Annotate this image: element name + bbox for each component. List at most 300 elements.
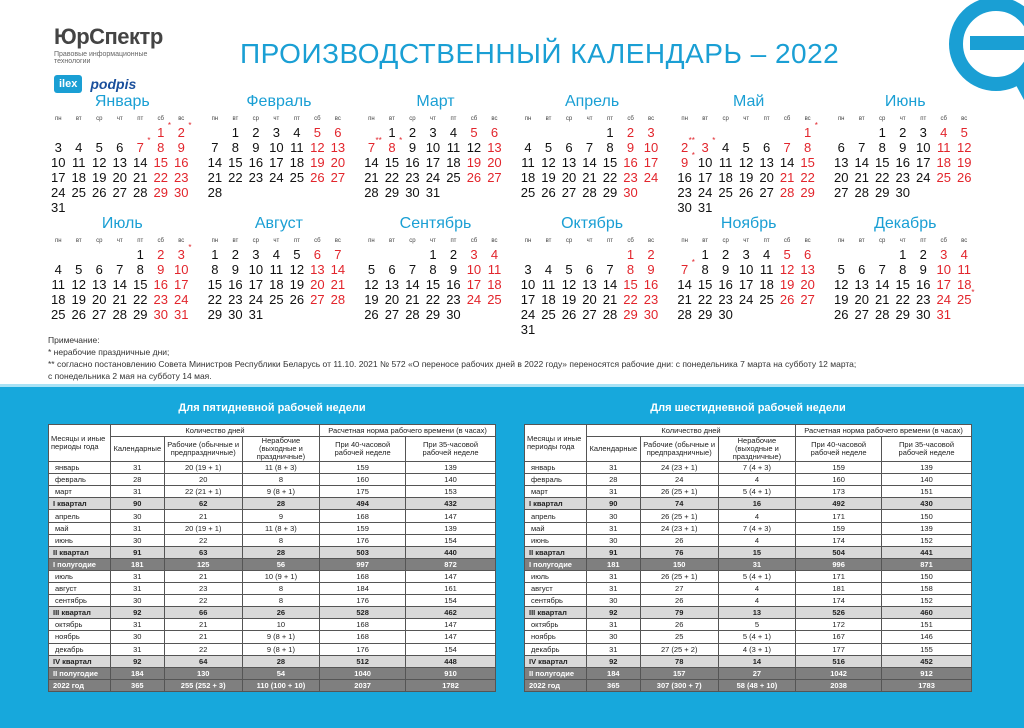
day-cell: 17 [174,277,189,292]
period-cell: II квартал [525,546,587,558]
header-working: Рабочие (обычные и предпраздничные) [164,437,242,462]
value-cell: 872 [406,558,496,570]
day-cell: 6 [95,262,103,277]
period-cell: сентябрь [525,595,587,607]
day-cell: 21 [779,170,795,185]
period-cell: октябрь [525,619,587,631]
day-cell: 25 [520,185,536,200]
day-cell: 8 [878,140,886,155]
day-cell: 4 [490,247,499,262]
day-cell: 7 [334,247,342,262]
month-days-grid [361,114,514,200]
six-day-table [524,424,972,692]
day-cell: 17 [738,277,754,292]
day-cell: 2 [449,247,458,262]
brand-name: ЮрСпектр [54,24,163,49]
day-cell: 2 [408,125,417,140]
value-cell: 31 [586,486,640,498]
day-cell: 4 [524,140,532,155]
day-empty [872,247,893,262]
day-cell: 3 [647,125,655,140]
day-cell: 5 [293,247,301,262]
period-cell: декабрь [525,643,587,655]
day-cell: 17 [269,155,284,170]
day-cell: 7 [878,262,886,277]
period-cell: II квартал [49,546,111,558]
day-cell: 2 [231,247,239,262]
day-cell: 30 [643,307,659,322]
value-cell: 1783 [882,679,972,691]
value-cell: 4 [718,474,796,486]
holiday-mark: * [188,243,192,252]
weekday-label: пт [763,116,770,122]
day-cell: 20 [92,292,107,307]
day-cell: 11 [936,140,951,155]
day-cell: 26 [956,170,972,185]
day-cell: 14 [133,155,148,170]
day-cell: 5 [960,125,968,140]
header-days-count: Количество дней [586,425,795,437]
day-empty [361,247,382,262]
notes-title: Примечание: [48,335,100,345]
value-cell: 139 [882,522,972,534]
table-row [49,583,496,595]
value-cell: 147 [406,631,496,643]
weekday-label: вс [491,238,498,244]
weekday-label: чт [586,238,593,244]
day-cell: 13 [759,155,774,170]
day-cell: 26 [833,307,849,322]
value-cell: 1040 [320,667,406,679]
value-cell: 184 [110,667,164,679]
value-cell: 27 [640,583,718,595]
day-empty [579,125,600,140]
day-cell: 6 [763,140,771,155]
value-cell: 30 [110,534,164,546]
day-cell: 14 [854,155,869,170]
weekday-label: вт [702,238,709,244]
day-cell: 12 [310,140,325,155]
period-cell: февраль [525,474,587,486]
day-empty [89,247,110,262]
day-cell: 4 [763,247,771,262]
day-cell: 17 [425,155,441,170]
day-cell: 26 [738,185,754,200]
day-cell: 1 [606,125,614,140]
day-cell: 3 [524,262,532,277]
day-cell: 15 [874,155,890,170]
day-cell: 20 [384,292,400,307]
day-cell: 19 [310,155,325,170]
day-cell: 5 [544,140,553,155]
value-cell: 147 [406,510,496,522]
month-days-grid [48,114,201,215]
day-cell: 4 [293,125,301,140]
weekday-label: вс [178,238,185,244]
day-cell: 19 [833,292,849,307]
value-cell: 160 [320,474,406,486]
period-cell: III квартал [49,607,111,619]
day-empty [831,247,852,262]
weekday-label: пн [681,238,688,244]
day-cell: 15 [153,155,168,170]
day-cell: 29 [207,307,223,322]
value-cell: 7 (4 + 3) [718,462,796,474]
value-cell: 20 [164,474,242,486]
day-cell: 5 [75,262,83,277]
table-row [525,679,972,691]
day-cell: 27 [582,307,597,322]
day-cell: 28 [779,185,795,200]
value-cell: 63 [164,546,242,558]
day-cell: 23 [248,170,264,185]
value-cell: 31 [110,619,164,631]
podpis-logo: podpis [90,76,137,92]
day-cell: 2 [647,247,655,262]
value-cell: 139 [406,462,496,474]
day-cell: 13 [92,277,107,292]
day-cell: 28 [207,185,223,200]
table-row [49,607,496,619]
day-cell: 10 [269,140,284,155]
table-row [525,498,972,510]
day-cell: 23 [895,170,910,185]
day-cell: 3 [429,125,437,140]
value-cell: 912 [882,667,972,679]
day-cell: 2 ** [681,136,695,155]
day-cell: 16 [248,155,264,170]
weekday-label: ср [252,238,260,244]
day-cell: 30 [228,307,243,322]
value-cell: 150 [882,510,972,522]
weekday-label: сб [940,238,947,244]
day-empty [48,125,69,140]
weekday-label: вт [389,238,395,244]
day-cell: 30 [915,307,931,322]
value-cell: 30 [586,595,640,607]
day-cell: 30 [623,185,638,200]
five-day-block [48,402,496,692]
day-cell: 6 [585,262,594,277]
value-cell: 10 (9 + 1) [242,570,320,582]
day-cell: 30 [718,307,733,322]
weekday-label: вт [545,238,552,244]
month-1 [44,92,201,214]
value-cell: 154 [406,595,496,607]
weekday-label: чт [116,238,123,244]
day-empty [89,125,110,140]
day-cell: 22 [623,292,638,307]
day-cell: 5 [313,125,321,140]
day-cell: 1 [231,125,239,140]
day-cell: 16 [446,277,461,292]
day-cell: 1 * [157,121,171,140]
day-empty [402,247,423,262]
holiday-mark: * [971,288,975,297]
value-cell: 5 (4 + 1) [718,631,796,643]
day-cell: 11 [718,155,733,170]
day-cell: 10 [466,262,482,277]
day-cell: 18 [956,277,972,292]
weekday-label: чт [586,116,593,122]
day-cell: 13 [384,277,400,292]
value-cell: 79 [640,607,718,619]
day-cell: 13 [833,155,849,170]
period-cell: II полугодие [525,667,587,679]
day-cell: 9 [647,262,655,277]
day-cell: 8 [804,140,812,155]
value-cell: 9 [242,510,320,522]
value-cell: 8 [242,595,320,607]
day-cell: 23 [915,292,931,307]
day-cell: 16 [623,155,638,170]
day-cell: 23 [643,292,659,307]
holiday-mark: * [691,258,695,267]
day-cell: 21 [854,170,869,185]
day-cell: 31 [520,322,536,337]
weekday-label: вт [389,116,395,122]
day-cell: 2 [252,125,260,140]
value-cell: 177 [796,643,882,655]
period-cell: июль [525,570,587,582]
value-cell: 28 [242,546,320,558]
value-cell: 154 [406,534,496,546]
day-cell: 19 [466,155,482,170]
value-cell: 176 [320,595,406,607]
day-cell: 29 [800,185,815,200]
month-days-grid [205,236,358,322]
table-row [525,522,972,534]
day-empty [48,247,69,262]
day-cell: 8 [606,140,614,155]
value-cell: 92 [110,607,164,619]
day-empty [559,247,580,262]
day-cell: 23 [446,292,461,307]
period-cell: III квартал [525,607,587,619]
month-days-grid [48,236,201,322]
day-empty [538,125,559,140]
value-cell: 2037 [320,679,406,691]
value-cell: 31 [586,570,640,582]
header-calendar: Календарные [586,437,640,462]
day-cell: 1 [878,125,886,140]
value-cell: 21 [164,510,242,522]
value-cell: 11 (8 + 3) [242,462,320,474]
value-cell: 432 [406,498,496,510]
value-cell: 15 [718,546,796,558]
weekday-label: вт [545,116,552,122]
day-cell: 14 [405,277,420,292]
value-cell: 174 [796,534,882,546]
day-cell: 24 [466,292,482,307]
value-cell: 150 [882,570,972,582]
weekday-label: пт [293,238,300,244]
day-cell: 28 [405,307,420,322]
value-cell: 78 [640,655,718,667]
day-cell: 9 [252,140,260,155]
day-cell: 9 [157,262,165,277]
month-7 [44,214,201,334]
value-cell: 4 (3 + 1) [718,643,796,655]
months-grid [44,92,984,337]
day-cell: 8 * [388,136,403,155]
day-cell: 10 [915,140,931,155]
day-cell: 2 [919,247,927,262]
day-cell: 27 [92,307,107,322]
weekday-label: чт [116,116,123,122]
month-12 [827,214,984,334]
day-cell: 8 [899,262,907,277]
month-name: Август [254,215,303,232]
day-cell: 27 [384,307,400,322]
day-cell: 23 [623,170,638,185]
table-row [49,546,496,558]
day-cell: 27 [112,185,127,200]
day-empty [110,247,131,262]
weekday-label: чт [273,116,280,122]
day-cell: 27 [310,292,325,307]
value-cell: 147 [406,619,496,631]
value-cell: 8 [242,534,320,546]
day-empty [851,125,872,140]
day-cell: 12 [289,262,305,277]
day-cell: 1 [429,247,437,262]
value-cell: 28 [242,655,320,667]
weekday-label: ср [565,116,573,122]
day-cell: 11 [51,277,65,292]
period-cell: май [49,522,111,534]
holiday-mark: * [188,121,192,130]
day-cell: 5 [565,262,573,277]
value-cell: 22 [164,643,242,655]
header-calendar: Календарные [110,437,164,462]
period-cell: февраль [49,474,111,486]
table-row [49,667,496,679]
page-title: ПРОИЗВОДСТВЕННЫЙ КАЛЕНДАРЬ – 2022 [240,38,840,69]
day-cell: 27 [833,185,849,200]
day-empty [538,247,559,262]
day-cell: 30 [895,185,910,200]
day-cell: 17 [915,155,931,170]
day-cell: 11 [487,262,502,277]
day-cell: 23 [677,185,692,200]
day-cell: 4 [75,140,83,155]
day-cell: 29 [425,307,441,322]
header-nonworking: Нерабочие (выходные и праздничные) [718,437,796,462]
weekday-label: вс [178,116,185,122]
day-cell: 29 [133,307,148,322]
day-cell: 20 [833,170,849,185]
day-cell: 10 [697,155,713,170]
day-cell: 16 [153,277,168,292]
day-cell: 24 [248,292,264,307]
day-cell: 16 [677,170,692,185]
day-cell: 3 [940,247,948,262]
month-days-grid [361,236,514,322]
value-cell: 4 [718,583,796,595]
day-cell: 6 [837,140,845,155]
value-cell: 168 [320,631,406,643]
value-cell: 58 (48 + 10) [718,679,796,691]
value-cell: 66 [164,607,242,619]
day-cell: 8 [626,262,635,277]
value-cell: 146 [882,631,972,643]
day-cell: 16 [228,277,243,292]
day-cell: 18 [520,170,536,185]
day-cell: 12 [833,277,849,292]
value-cell: 28 [110,474,164,486]
value-cell: 16 [718,498,796,510]
value-cell: 181 [110,558,164,570]
period-cell: январь [525,462,587,474]
day-cell: 31 [936,307,951,322]
day-empty [715,125,736,140]
weekday-label: пн [524,238,532,244]
value-cell: 26 (25 + 1) [640,570,718,582]
table-row [49,558,496,570]
day-cell: 30 [446,307,461,322]
value-cell: 181 [796,583,882,595]
table-row [525,607,972,619]
value-cell: 31 [110,643,164,655]
period-cell: август [525,583,587,595]
value-cell: 92 [586,655,640,667]
value-cell: 516 [796,655,882,667]
table-row [49,679,496,691]
period-cell: январь [49,462,111,474]
day-cell: 23 [718,292,733,307]
value-cell: 5 (4 + 1) [718,486,796,498]
day-cell: 11 [446,140,461,155]
value-cell: 504 [796,546,882,558]
weekday-label: вт [75,238,82,244]
day-cell: 28 [112,307,127,322]
value-cell: 171 [796,510,882,522]
day-cell: 25 [759,292,774,307]
day-cell: 5 [470,125,478,140]
weekday-label: сб [314,238,321,244]
month-name: Май [733,93,765,110]
table-row [525,655,972,667]
weekday-label: пт [607,238,614,244]
day-cell: 1 [211,247,219,262]
day-cell: 11 [759,262,774,277]
weekday-label: вс [647,238,655,244]
day-cell: 19 [738,170,754,185]
day-cell: 21 [874,292,890,307]
day-cell: 5 [95,140,103,155]
value-cell: 175 [320,486,406,498]
table-row [49,534,496,546]
day-cell: 31 [174,307,189,322]
value-cell: 74 [640,498,718,510]
weekday-label: ср [879,116,886,122]
value-cell: 5 [718,619,796,631]
value-cell: 31 [586,522,640,534]
day-cell: 7 * [681,258,695,277]
value-cell: 503 [320,546,406,558]
value-cell: 150 [640,558,718,570]
header-norm: Расчетная норма рабочего времени (в часах) [320,425,496,437]
day-cell: 4 [272,247,280,262]
day-cell: 7 ** [367,136,382,155]
value-cell: 492 [796,498,882,510]
period-cell: декабрь [49,643,111,655]
day-cell: 15 [623,277,638,292]
notes-line-1: * нерабочие праздничные дни; [48,347,170,357]
day-cell: 14 [779,155,795,170]
value-cell: 174 [796,595,882,607]
